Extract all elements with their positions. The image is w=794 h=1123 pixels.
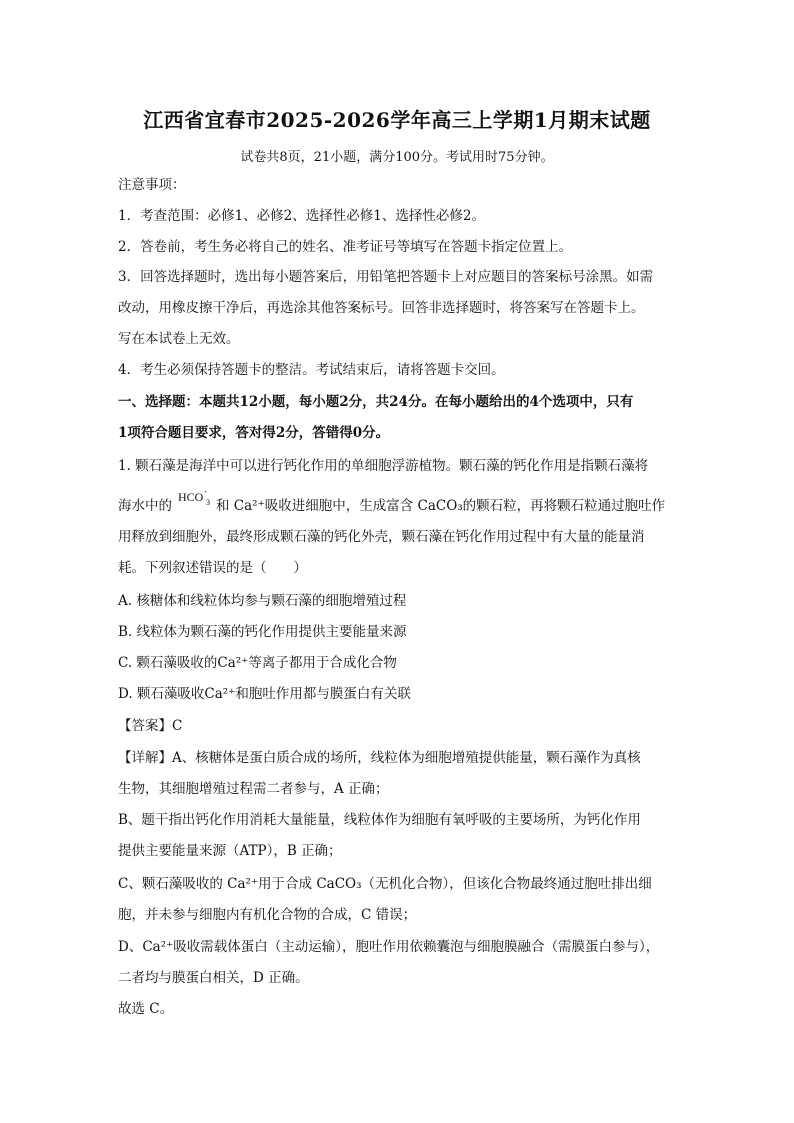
- section-heading: 一、选择题：本题共12小题，每小题2分，共24分。在每小题给出的4个选项中，只有: [118, 394, 634, 410]
- option-d: D. 颗石藻吸收Ca²⁺和胞吐作用都与膜蛋白有关联: [118, 686, 411, 702]
- explanation-line: 提供主要能量来源（ATP），B 正确；: [118, 843, 342, 859]
- formula-charge: -: [204, 487, 207, 496]
- explanation-line: 生物，其细胞增殖过程需二者参与，A 正确；: [118, 781, 389, 797]
- notice-item: 4．考生必须保持答题卡的整洁。考试结束后，请将答题卡交回。: [118, 362, 505, 378]
- option-a: A. 核糖体和线粒体均参与颗石藻的细胞增殖过程: [118, 593, 407, 609]
- question-stem-prefix: 海水中的: [118, 498, 172, 514]
- notice-item: 1．考查范围：必修1、必修2、选择性必修1、选择性必修2。: [118, 208, 485, 224]
- question-stem: 耗。下列叙述错误的是（ ）: [118, 560, 307, 576]
- explanation-line: 二者均与膜蛋白相关，D 正确。: [118, 970, 309, 986]
- option-c: C. 颗石藻吸收的Ca²⁺等离子都用于合成化合物: [118, 655, 397, 671]
- explanation-line: D、Ca²⁺吸收需载体蛋白（主动运输），胞吐作用依赖囊泡与细胞膜融合（需膜蛋白参与），: [118, 939, 660, 955]
- question-stem-suffix: 和 Ca²⁺吸收进细胞中，生成富含 CaCO₃的颗石粒，再将颗石粒通过胞吐作: [216, 498, 666, 514]
- notice-item: 写在本试卷上无效。: [118, 331, 240, 347]
- formula-main: HCO: [178, 490, 204, 504]
- explanation-line: 【详解】A、核糖体是蛋白质合成的场所，线粒体为细胞增殖提供能量，颗石藻作为真核: [118, 750, 641, 766]
- formula-subscript: 3: [206, 498, 210, 507]
- bicarbonate-formula: [176, 487, 216, 510]
- question-stem: 1. 颗石藻是海洋中可以进行钙化作用的单细胞浮游植物。颗石藻的钙化作用是指颗石藻将: [118, 458, 649, 474]
- section-heading: 1项符合题目要求，答对得2分，答错得0分。: [118, 425, 390, 441]
- answer-line: 【答案】C: [118, 718, 183, 734]
- explanation-line: 故选 C。: [118, 1001, 174, 1017]
- notice-item: 改动，用橡皮擦干净后，再选涂其他答案标号。回答非选择题时，将答案写在答题卡上。: [118, 300, 645, 316]
- notice-item: 3．回答选择题时，选出每小题答案后，用铅笔把答题卡上对应题目的答案标号涂黑。如需: [118, 269, 654, 285]
- exam-title: 江西省宜春市2025-2026学年高三上学期1月期末试题: [143, 108, 651, 132]
- question-stem: 用释放到细胞外，最终形成颗石藻的钙化外壳，颗石藻在钙化作用过程中有大量的能量消: [118, 529, 645, 545]
- explanation-line: B、题干指出钙化作用消耗大量能量，线粒体作为细胞有氧呼吸的主要场所，为钙化作用: [118, 812, 641, 828]
- explanation-line: 胞，并未参与细胞内有机化合物的合成，C 错误；: [118, 907, 417, 923]
- notice-heading: 注意事项：: [118, 177, 186, 193]
- exam-subtitle: 试卷共8页，21小题，满分100分。考试用时75分钟。: [240, 150, 554, 165]
- option-b: B. 线粒体为颗石藻的钙化作用提供主要能量来源: [118, 624, 407, 640]
- explanation-line: C、颗石藻吸收的 Ca²⁺用于合成 CaCO₃（无机化合物），但该化合物最终通过胞吐排出细: [118, 876, 652, 892]
- notice-item: 2．答卷前，考生务必将自己的姓名、准考证号等填写在答题卡指定位置上。: [118, 239, 573, 255]
